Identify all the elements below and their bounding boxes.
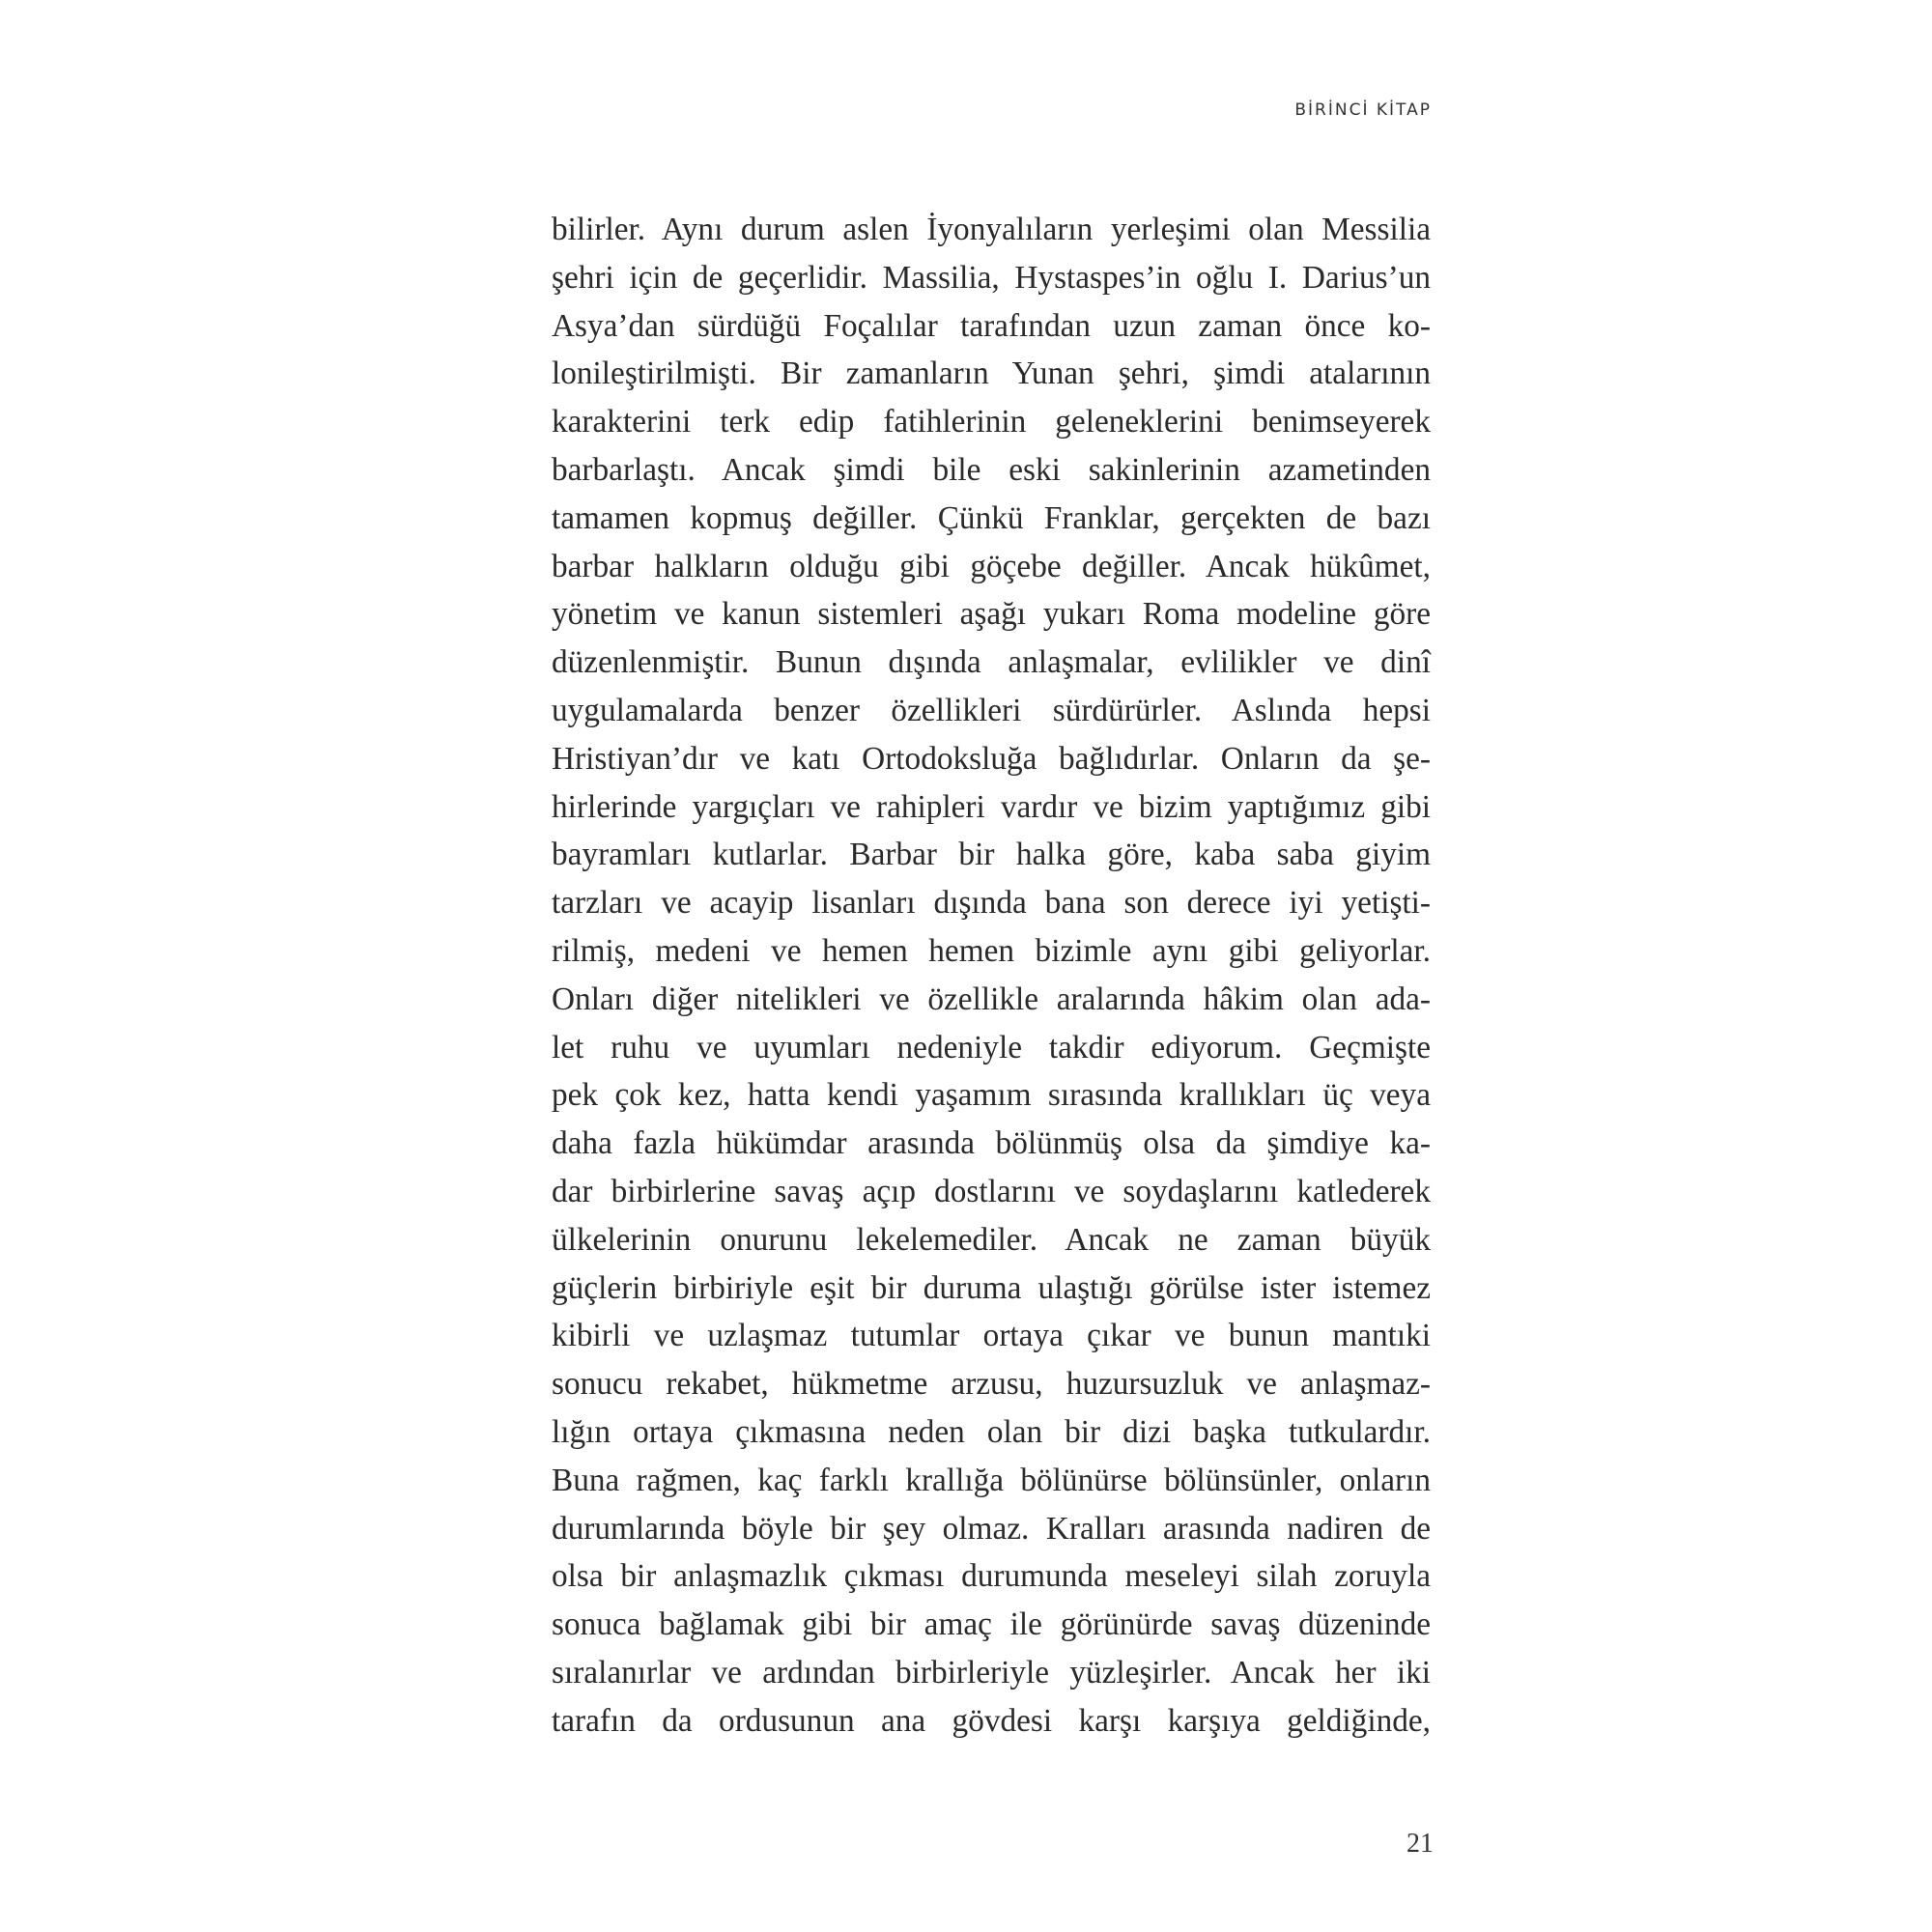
text-line: Asya’dan sürdüğü Foçalılar tarafından uzun zaman önce ko-: [552, 307, 1431, 344]
text-line: uygulamalarda benzer özellikleri sürdürürler. Aslında hepsi: [552, 692, 1431, 728]
text-line: Buna rağmen, kaç farklı krallığa bölünürse bölünsünler, onların: [552, 1462, 1431, 1498]
running-head: BİRİNCİ KİTAP: [1294, 100, 1432, 120]
text-line: barbar halkların olduğu gibi göçebe değiller. Ancak hükûmet,: [552, 548, 1431, 584]
body-text: [552, 206, 1431, 1746]
text-line: tarafın da ordusunun ana gövdesi karşı karşıya geldiğinde,: [552, 1702, 1431, 1739]
text-line: sonuca bağlamak gibi bir amaç ile görünürde savaş düzeninde: [552, 1606, 1431, 1643]
text-line: let ruhu ve uyumları nedeniyle takdir ediyorum. Geçmişte: [552, 1029, 1431, 1065]
text-line: rilmiş, medeni ve hemen hemen bizimle aynı gibi geliyorlar.: [552, 932, 1431, 969]
text-line: bilirler. Aynı durum aslen İyonyalıların yerleşimi olan Messilia: [552, 212, 1431, 247]
text-line: daha fazla hükümdar arasında bölünmüş olsa da şimdiye ka-: [552, 1125, 1431, 1162]
text-line: Onları diğer nitelikleri ve özellikle aralarında hâkim olan ada-: [552, 980, 1431, 1017]
text-line: Hristiyan’dır ve katı Ortodoksluğa bağlıdırlar. Onların da şe-: [552, 740, 1431, 777]
text-line: pek çok kez, hatta kendi yaşamım sırasında krallıkları üç veya: [552, 1077, 1431, 1114]
text-line: güçlerin birbiriyle eşit bir duruma ulaştığı görülse ister istemez: [552, 1269, 1431, 1306]
text-line: olsa bir anlaşmazlık çıkması durumunda meseleyi silah zoruyla: [552, 1558, 1431, 1595]
text-line: lığın ortaya çıkmasına neden olan bir dizi başka tutkulardır.: [552, 1413, 1431, 1450]
text-line: dar birbirlerine savaş açıp dostlarını ve soydaşlarını katlederek: [552, 1173, 1431, 1209]
text-line: sonucu rekabet, hükmetme arzusu, huzursuzluk ve anlaşmaz-: [552, 1366, 1431, 1403]
text-line: yönetim ve kanun sistemleri aşağı yukarı Roma modeline göre: [552, 596, 1431, 633]
text-line: düzenlenmiştir. Bunun dışında anlaşmalar, evlilikler ve dinî: [552, 644, 1431, 681]
page-number: 21: [1406, 1829, 1434, 1859]
text-line: hirlerinde yargıçları ve rahipleri vardır ve bizim yaptığımız gibi: [552, 788, 1431, 825]
text-line: bayramları kutlarlar. Barbar bir halka göre, kaba saba giyim: [552, 837, 1431, 873]
text-line: kibirli ve uzlaşmaz tutumlar ortaya çıkar ve bunun mantıki: [552, 1318, 1431, 1354]
text-line: barbarlaştı. Ancak şimdi bile eski sakinlerinin azametinden: [552, 451, 1431, 488]
text-line: karakterini terk edip fatihlerinin geleneklerini benimseyerek: [552, 404, 1431, 440]
text-line: tarzları ve acayip lisanları dışında bana son derece iyi yetişti-: [552, 885, 1431, 922]
text-line: ülkelerinin onurunu lekelemediler. Ancak ne zaman büyük: [552, 1221, 1431, 1258]
text-line: şehri için de geçerlidir. Massilia, Hystaspes’in oğlu I. Darius’un: [552, 259, 1431, 296]
text-line: tamamen kopmuş değiller. Çünkü Franklar, gerçekten de bazı: [552, 499, 1431, 536]
text-line: lonileştirilmişti. Bir zamanların Yunan şehri, şimdi atalarının: [552, 355, 1431, 392]
text-line: durumlarında böyle bir şey olmaz. Kralları arasında nadiren de: [552, 1510, 1431, 1547]
text-line: sıralanırlar ve ardından birbirleriyle yüzleşirler. Ancak her iki: [552, 1654, 1431, 1690]
